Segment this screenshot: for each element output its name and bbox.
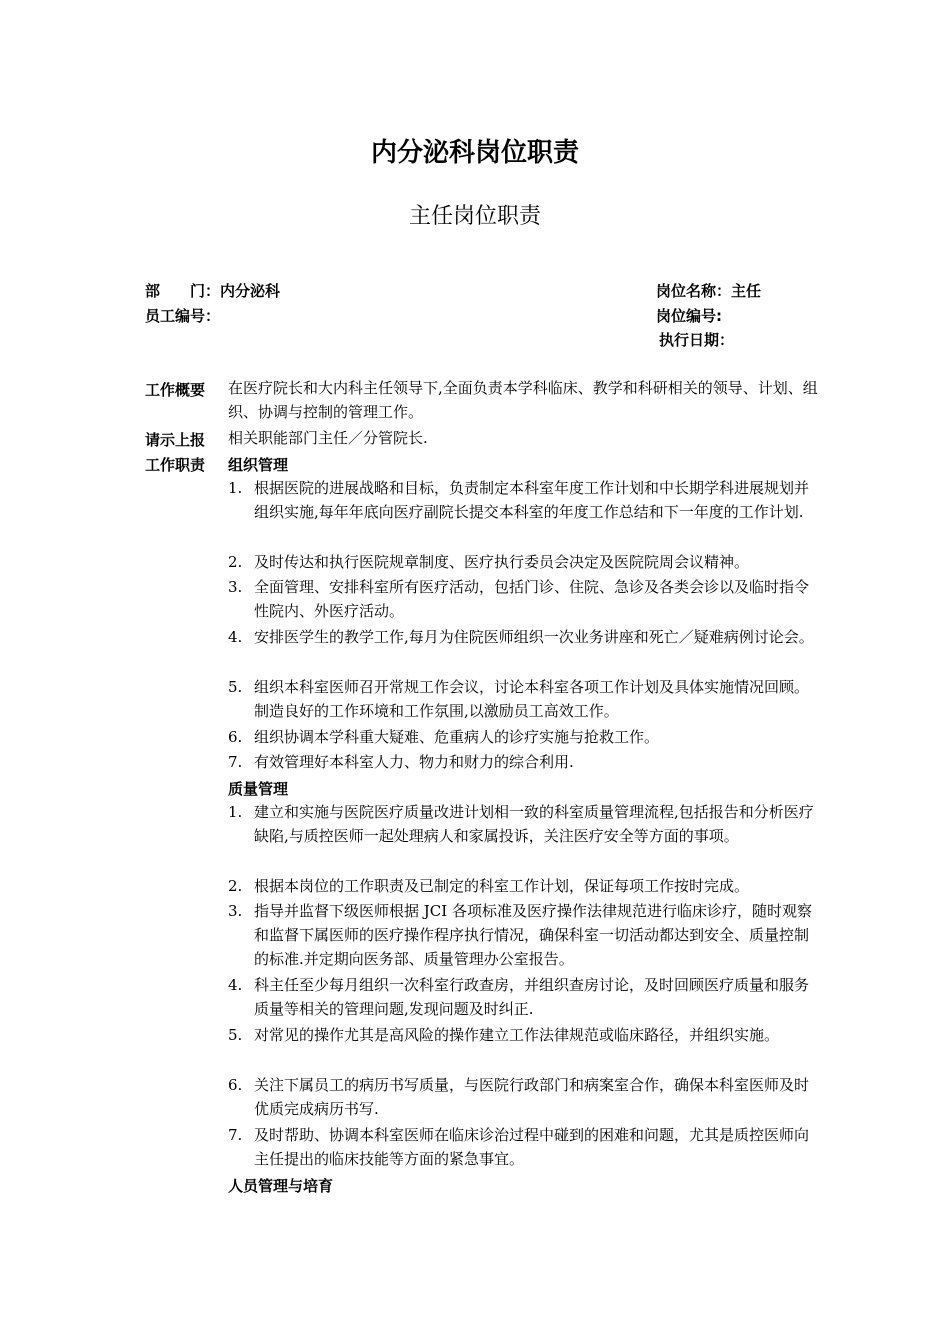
item-number: 1. <box>228 479 243 497</box>
item-text: 及时传达和执行医院规章制度、医疗执行委员会决定及医院院周会议精神。 <box>254 553 750 571</box>
section-title-organization: 组织管理 <box>228 456 289 474</box>
document-title: 内分泌科岗位职责 <box>370 138 579 168</box>
list-item <box>228 725 818 749</box>
item-text: 根据医院的进展战略和目标，负责制定本科室年度工作计划和中长期学科进展规划并组织实施,每年年底向医疗副院长提交本科室的年度工作总结和下一年度的工作计划. <box>254 479 810 521</box>
item-number: 1. <box>228 803 243 821</box>
list-item <box>228 800 818 848</box>
item-text: 有效管理好本科室人力、物力和财力的综合利用. <box>254 753 574 771</box>
item-text: 对常见的操作尤其是高风险的操作建立工作法律规范或临床路径，并组织实施。 <box>254 1026 780 1044</box>
department-field <box>145 280 280 301</box>
item-text: 建立和实施与医院医疗质量改进计划相一致的科室质量管理流程,包括报告和分析医疗缺陷,与质控医师一起处理病人和家属投诉，关注医疗安全等方面的事项。 <box>254 803 814 845</box>
position-number-label: 岗位编号: <box>656 307 722 325</box>
list-item <box>228 750 818 774</box>
item-text: 关注下属员工的病历书写质量，与医院行政部门和病案室合作，确保本科室医师及时优质完成病历书写. <box>254 1076 810 1118</box>
item-number: 7. <box>228 753 243 771</box>
item-number: 2. <box>228 553 243 571</box>
overview-label: 工作概要 <box>145 381 206 399</box>
item-number: 3. <box>228 578 243 596</box>
item-number: 3. <box>228 902 243 920</box>
report-label: 请示上报 <box>145 431 206 449</box>
item-number: 2. <box>228 877 243 895</box>
duties-label: 工作职责 <box>145 456 206 474</box>
item-text: 组织协调本学科重大疑难、危重病人的诊疗实施与抢救工作。 <box>254 728 660 746</box>
position-name-label: 岗位名称： <box>656 282 732 300</box>
list-item <box>228 675 818 723</box>
list-item <box>228 1123 818 1171</box>
list-item <box>228 550 818 574</box>
item-text: 根据本岗位的工作职责及已制定的科室工作计划，保证每项工作按时完成。 <box>254 877 750 895</box>
list-item <box>228 1073 818 1121</box>
item-text: 安排医学生的教学工作,每月为住院医师组织一次业务讲座和死亡／疑难病例讨论会。 <box>254 628 814 646</box>
item-number: 4. <box>228 628 243 646</box>
department-label: 部 门： <box>145 282 221 300</box>
department-value: 内分泌科 <box>220 282 281 300</box>
list-item <box>228 575 818 623</box>
list-item <box>228 874 818 898</box>
section-title-personnel: 人员管理与培育 <box>228 1177 334 1195</box>
list-item <box>228 476 818 524</box>
list-item <box>228 625 818 649</box>
document-subtitle: 主任岗位职责 <box>408 204 541 229</box>
execution-date-label: 执行日期： <box>659 331 735 349</box>
item-number: 7. <box>228 1126 243 1144</box>
item-number: 4. <box>228 976 243 994</box>
item-text: 全面管理、安排科室所有医疗活动，包括门诊、住院、急诊及各类会诊以及临时指令性院内、外医疗活动。 <box>254 578 810 620</box>
position-name-field <box>656 280 761 301</box>
item-number: 6. <box>228 1076 243 1094</box>
item-text: 指导并监督下级医师根据 JCI 各项标准及医疗操作法律规范进行临床诊疗，随时观察和监督下属医师的医疗操作程序执行情况，确保科室一切活动都达到安全、质量控制的标准.并定期向医务部、质量管理办公室报告。 <box>254 902 812 968</box>
section-title-quality: 质量管理 <box>228 780 289 798</box>
item-text: 科主任至少每月组织一次科室行政查房，并组织查房讨论，及时回顾医疗质量和服务质量等相关的管理问题,发现问题及时纠正. <box>254 976 810 1018</box>
list-item <box>228 1023 818 1047</box>
employee-number-label: 员工编号： <box>145 307 221 325</box>
item-number: 5. <box>228 1026 243 1044</box>
item-number: 5. <box>228 678 243 696</box>
report-text: 相关职能部门主任／分管院长. <box>228 429 428 447</box>
item-text: 及时帮助、协调本科室医师在临床诊治过程中碰到的困难和问题，尤其是质控医师向主任提出的临床技能等方面的紧急事宜。 <box>254 1126 810 1168</box>
list-item <box>228 973 818 1021</box>
item-text: 组织本科室医师召开常规工作会议，讨论本科室各项工作计划及具体实施情况回顾。制造良好的工作环境和工作氛围,以激励员工高效工作。 <box>254 678 810 720</box>
list-item <box>228 899 818 971</box>
overview-text: 在医疗院长和大内科主任领导下,全面负责本学科临床、教学和科研相关的领导、计划、组织、协调与控制的管理工作。 <box>228 379 818 421</box>
position-name-value: 主任 <box>731 282 762 300</box>
item-number: 6. <box>228 728 243 746</box>
